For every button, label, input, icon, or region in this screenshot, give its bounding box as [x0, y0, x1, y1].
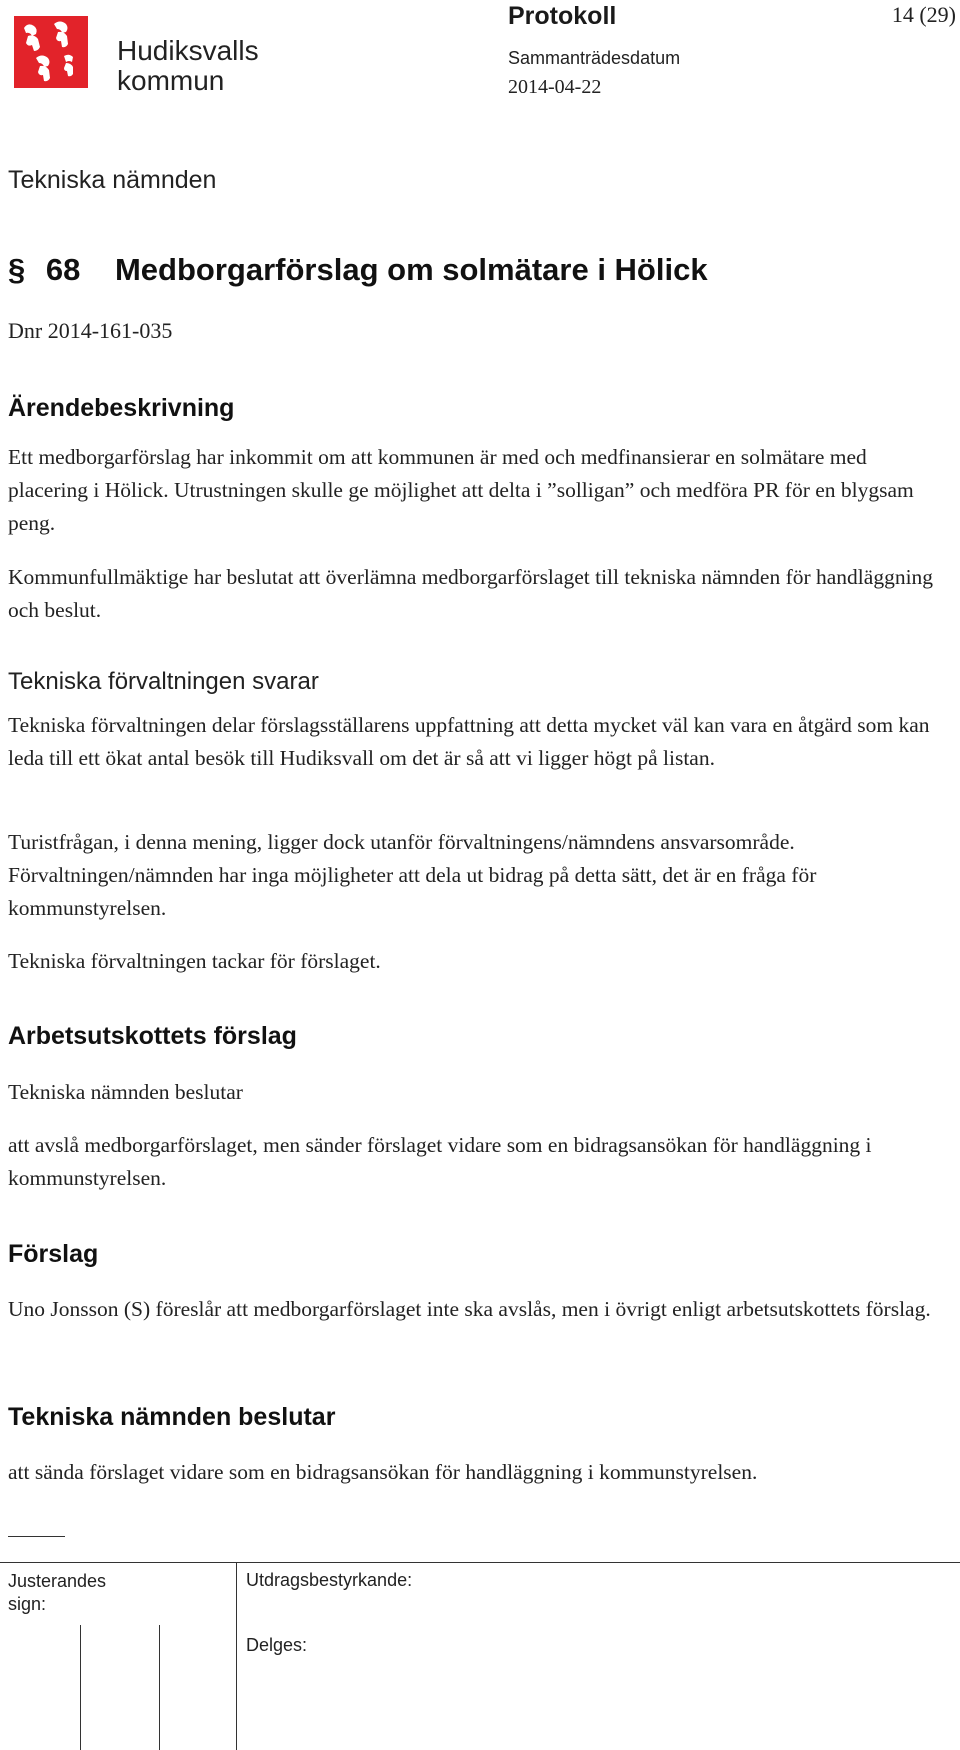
page-number: 14 (29) [891, 2, 956, 27]
utdrag-label: Utdragsbestyrkande: [246, 1570, 413, 1590]
arbetsutskott-heading: Arbetsutskottets förslag [8, 1022, 297, 1050]
table-divider-main [236, 1562, 237, 1750]
signature-table [0, 1562, 960, 1750]
arbetsutskott-paragraph-1: Tekniska nämnden beslutar [8, 1080, 243, 1104]
footnote-separator [8, 1536, 65, 1537]
logo-line1: Hudiksvalls [117, 35, 259, 66]
section-title [8, 252, 708, 288]
sign-box-divider-2 [159, 1625, 160, 1750]
arende-heading: Ärendebeskrivning [8, 394, 235, 422]
section-number: 68 [45, 252, 81, 287]
forvaltning-paragraph-1: Tekniska förvaltningen delar förslagsställarens uppfattning att detta mycket väl kan vara en åtgärd som kan leda till ett ökat antal besök till Hudiksvall om det är så att vi ligger högt på listan. [8, 713, 930, 770]
meeting-date: 2014-04-22 [508, 76, 602, 98]
forvaltning-paragraph-2: Turistfrågan, i denna mening, ligger dock utanför förvaltningens/nämndens ansvarsområde. Förvaltningen/nämnden har inga möjligheter att dela ut bidrag på detta sätt, det är en fråga för kommunstyrelsen. [8, 830, 817, 920]
logo [14, 14, 344, 96]
doc-type: Protokoll [508, 2, 617, 30]
hudiksvall-goat-emblem-icon [14, 16, 88, 88]
logo-line2: kommun [117, 65, 225, 96]
arbetsutskott-paragraph-2: att avslå medborgarförslaget, men sänder förslaget vidare som en bidragsansökan för handläggning i kommunstyrelsen. [8, 1133, 872, 1190]
committee-name: Tekniska nämnden [8, 166, 217, 194]
beslut-heading: Tekniska nämnden beslutar [8, 1403, 336, 1431]
forvaltning-paragraph-3: Tekniska förvaltningen tackar för förslaget. [8, 949, 381, 973]
arende-paragraph-1: Ett medborgarförslag har inkommit om att kommunen är med och medfinansierar en solmätare med placering i Hölick. Utrustningen skulle ge möjlighet att delta i ”solligan” och medföra PR för en blygsam peng. [8, 445, 914, 535]
delges-label: Delges: [246, 1635, 308, 1655]
arende-paragraph-2: Kommunfullmäktige har beslutat att överlämna medborgarförslaget till tekniska nämnden för handläggning och beslut. [8, 565, 934, 622]
table-top-rule [0, 1562, 960, 1563]
forslag-heading: Förslag [8, 1240, 99, 1268]
forslag-paragraph-1: Uno Jonsson (S) föreslår att medborgarförslaget inte ska avslås, men i övrigt enligt arbetsutskottets förslag. [8, 1297, 931, 1321]
section-symbol: § [8, 252, 26, 287]
meeting-date-label: Sammanträdesdatum [508, 48, 681, 68]
dnr: Dnr 2014-161-035 [8, 318, 173, 343]
justerandes-label: Justerandes sign: [8, 1571, 107, 1614]
section-heading: Medborgarförslag om solmätare i Hölick [114, 252, 708, 287]
sign-box-divider-1 [80, 1625, 81, 1750]
forvaltning-heading: Tekniska förvaltningen svarar [8, 668, 319, 695]
beslut-paragraph-1: att sända förslaget vidare som en bidragsansökan för handläggning i kommunstyrelsen. [8, 1460, 758, 1484]
